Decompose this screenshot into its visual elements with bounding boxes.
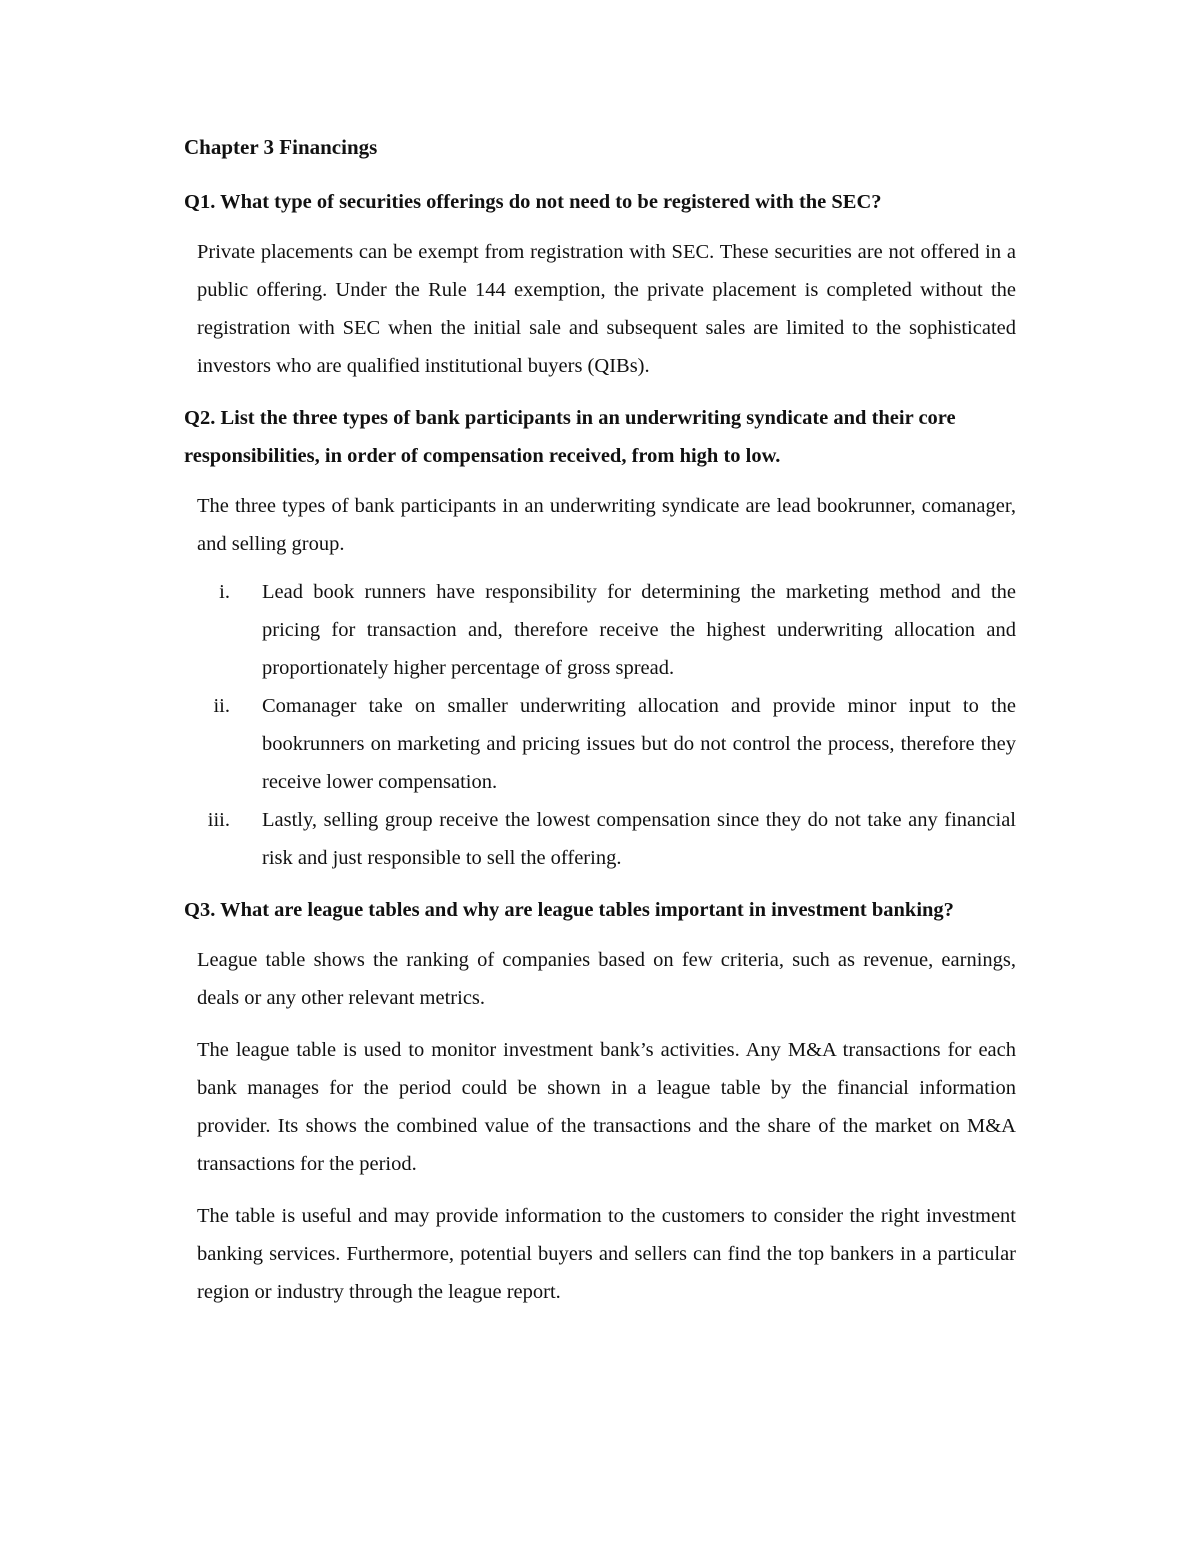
answer-3-paragraph-3: The table is useful and may provide information to the customers to consider the right investment banking services. Furthermore, potential buyers and sellers can find the top bankers in a particular region or industry through the league report. <box>197 1205 1016 1303</box>
list-numeral: ii. <box>213 695 230 717</box>
list-numeral: iii. <box>207 809 230 831</box>
list-item <box>184 801 1016 877</box>
question-1: Q1. What type of securities offerings do not need to be registered with the SEC? <box>184 191 882 213</box>
list-item <box>184 687 1016 801</box>
answer-3-paragraph-1: League table shows the ranking of companies based on few criteria, such as revenue, earnings, deals or any other relevant metrics. <box>197 949 1016 1009</box>
answer-1: Private placements can be exempt from registration with SEC. These securities are not offered in a public offering. Under the Rule 144 exemption, the private placement is completed without the registration with SEC when the initial sale and subsequent sales are limited to the sophisticated investors who are qualified institutional buyers (QIBs). <box>197 241 1016 377</box>
answer-2-intro: The three types of bank participants in an underwriting syndicate are lead bookrunner, comanager, and selling group. <box>197 495 1016 555</box>
question-2: Q2. List the three types of bank participants in an underwriting syndicate and their core responsibilities, in order of compensation received, from high to low. <box>184 407 956 467</box>
list-item-text: Lastly, selling group receive the lowest compensation since they do not take any financial risk and just responsible to sell the offering. <box>262 809 1016 869</box>
document-content <box>184 131 1016 1325</box>
list-item-text: Lead book runners have responsibility for determining the marketing method and the pricing for transaction and, therefore receive the highest underwriting allocation and proportionately higher percentage of gross spread. <box>262 581 1016 679</box>
participant-list <box>184 573 1016 877</box>
chapter-title: Chapter 3 Financings <box>184 135 378 159</box>
answer-3-paragraph-2: The league table is used to monitor investment bank’s activities. Any M&A transactions for each bank manages for the period could be shown in a league table by the financial information provider. Its shows the combined value of the transactions and the share of the market on M&A transactions for the period. <box>197 1039 1016 1175</box>
list-item <box>184 573 1016 687</box>
list-numeral: i. <box>219 581 230 603</box>
question-3: Q3. What are league tables and why are league tables important in investment banking? <box>184 899 954 921</box>
list-item-text: Comanager take on smaller underwriting allocation and provide minor input to the bookrunners on marketing and pricing issues but do not control the process, therefore they receive lower compensation. <box>262 695 1016 793</box>
